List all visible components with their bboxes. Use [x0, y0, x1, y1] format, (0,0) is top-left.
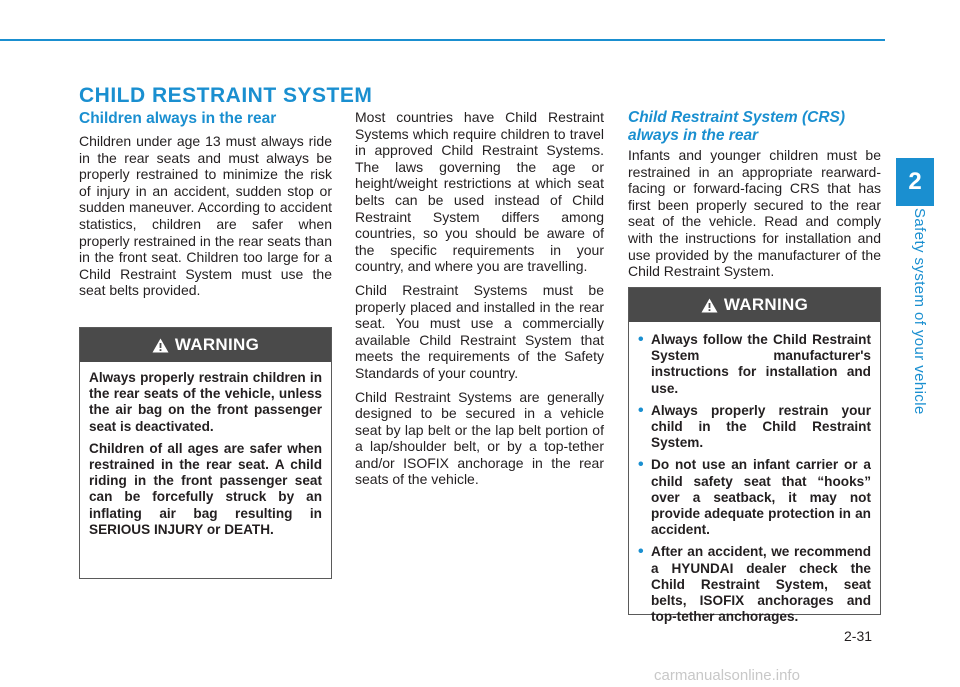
crs-rear-body: [628, 147, 881, 287]
warning-header: [629, 288, 880, 322]
crs-rear-paragraph: Infants and younger children must be restrained in an appropriate rearward-facing or forward-facing CRS that has first been properly secured to the rear seat of the vehicle. Read and comply with the instructions for installation and use provided by the manufacturer of the Child Restraint System.: [628, 147, 881, 280]
chapter-tab: [896, 158, 934, 206]
children-rear-heading: Children always in the rear: [79, 110, 277, 127]
children-rear-body: [79, 133, 332, 306]
warning-label: WARNING: [723, 295, 809, 314]
warning-header: [80, 328, 331, 362]
warning-label: WARNING: [174, 335, 260, 354]
children-rear-paragraph: Children under age 13 must always ride in the rear seats and must always be properly restrained to minimize the risk of injury in an accident, sudden stop or sudden maneuver. According to accident statistics, children are safer when properly restrained in the rear seats than in the front seat. Children too large for a Child Restraint System must use the seat belts provided.: [79, 133, 332, 299]
page-number: 2-31: [844, 628, 873, 644]
warning-body: [629, 322, 880, 625]
warning-body: [80, 362, 331, 538]
chapter-number: 2: [908, 168, 922, 195]
warning-box-right: [628, 287, 881, 625]
warning-item: • Always follow the Child Restraint System manufacturer's instructions for installation and use.: [638, 332, 871, 397]
warning-triangle-icon: [152, 338, 169, 353]
page-title: CHILD RESTRAINT SYSTEM: [79, 84, 373, 107]
warning-list: [638, 332, 871, 625]
chapter-title: Safety system of your vehicle: [911, 208, 928, 415]
warning-item: • Always properly restrain your child in the Child Restraint System.: [638, 403, 871, 452]
watermark: carmanualsonline.info: [654, 667, 800, 684]
warning-box-left: [79, 327, 332, 579]
warning-triangle-icon: [701, 298, 718, 313]
body-paragraph: Child Restraint Systems must be properly placed and installed in the rear seat. You must use a commercially available Child Restraint System that meets the requirements of the Safety Standards of your country.: [355, 281, 604, 381]
warning-item: • After an accident, we recommend a HYUNDAI dealer check the Child Restraint System, seat belts, ISOFIX anchorages and top-tether anchorages.: [638, 544, 871, 625]
warning-item: • Do not use an infant carrier or a child safety seat that “hooks” over a seatback, it may not provide adequate protection in an accident.: [638, 457, 871, 538]
body-paragraph: Child Restraint Systems are generally designed to be secured in a vehicle seat by lap belt or the lap belt portion of a lap/shoulder belt, or by a top-tether and/or ISOFIX anchorage in the rear seats of the vehicle.: [355, 388, 604, 488]
top-rule: [0, 39, 885, 41]
body-paragraph: Most countries have Child Restraint Systems which require children to travel in approved Child Restraint Systems. The laws governing the age or height/weight restrictions at which seat belts can be used instead of Child Restraint System differs among countries, so you should be aware of the specific requirements in your country, and where you are travelling.: [355, 109, 604, 275]
crs-laws-text: [355, 109, 604, 495]
warning-paragraph: Always properly restrain children in the rear seats of the vehicle, unless the air bag on the front passenger seat is deactivated.: [89, 370, 322, 434]
crs-rear-heading: Child Restraint System (CRS) always in the rear: [628, 109, 846, 144]
warning-paragraph: Children of all ages are safer when restrained in the rear seat. A child riding in the front passenger seat can be forcefully struck by an inflating air bag resulting in SERIOUS INJURY or DEATH.: [89, 440, 322, 537]
